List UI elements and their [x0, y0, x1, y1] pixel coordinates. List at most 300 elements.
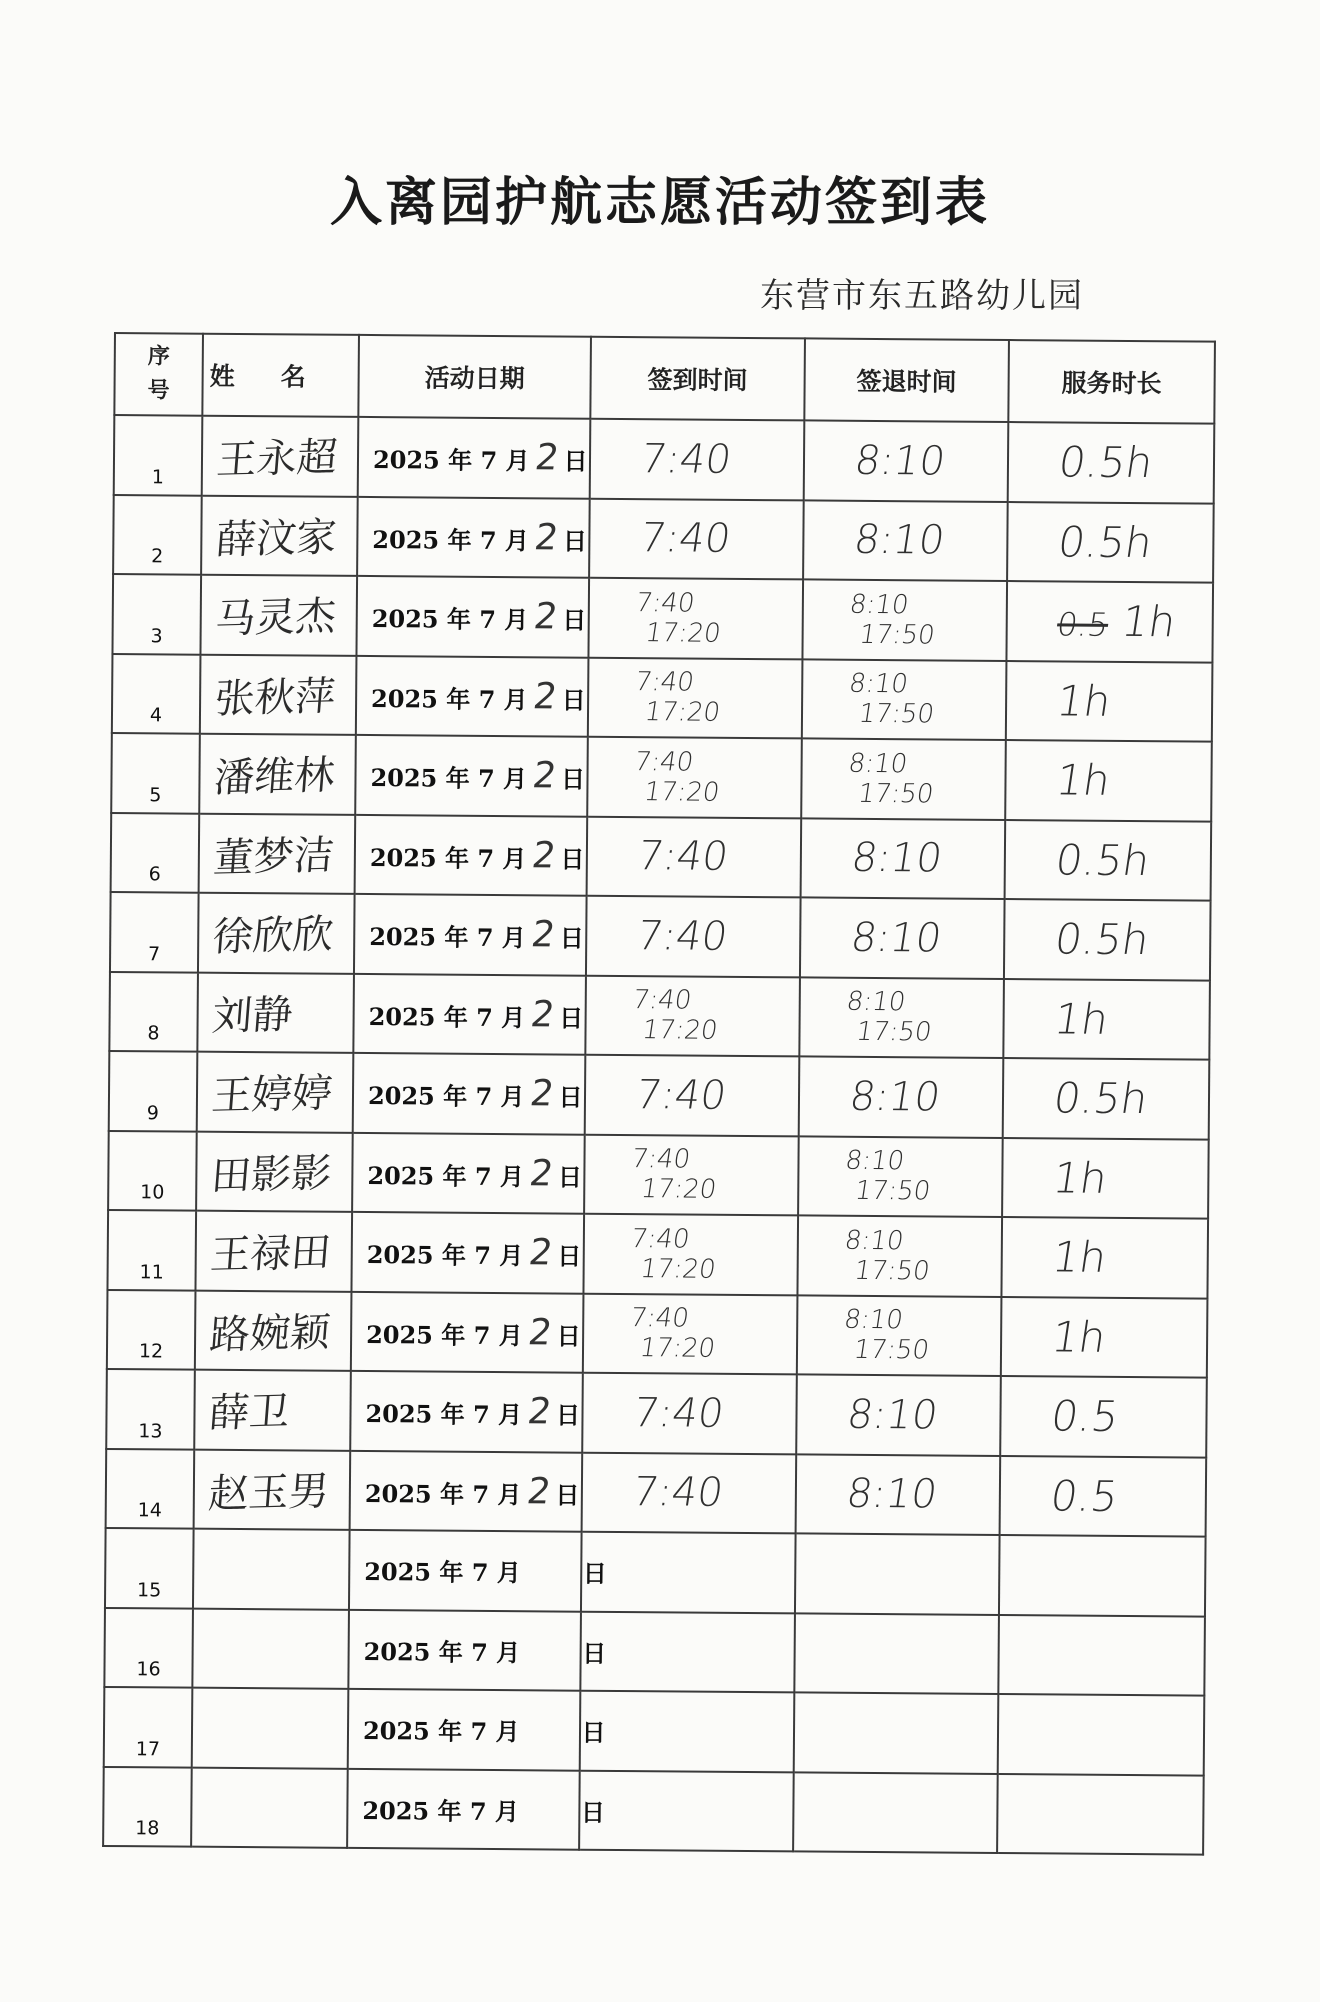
- duration-cell: [1004, 899, 1211, 980]
- signout-time-morning: 8:10: [842, 1305, 905, 1336]
- document-title: 入离园护航志愿活动签到表: [329, 172, 990, 233]
- handwritten-name: 王永超: [214, 434, 339, 484]
- service-duration: [998, 1391, 1209, 1442]
- date-suffix: 日: [555, 1400, 581, 1430]
- service-duration: [1002, 835, 1213, 886]
- date-cell: [354, 894, 587, 975]
- duration-value: 1h: [1049, 1232, 1110, 1283]
- duration-cell: [998, 1614, 1205, 1695]
- name-cell: [192, 1688, 349, 1769]
- handwritten-name: 赵玉男: [206, 1468, 331, 1518]
- signout-cell: [796, 1454, 1001, 1535]
- date-cell: [349, 1530, 607, 1611]
- header-signout: 签退时间: [804, 338, 1009, 422]
- duration-value: 1h: [1118, 597, 1179, 647]
- table-header-row: [114, 333, 1215, 424]
- duration-value: 1h: [1052, 755, 1114, 806]
- signin-time-morning: 7:40: [637, 435, 735, 483]
- signin-time-morning: 7:40: [636, 515, 734, 563]
- handwritten-name: 王禄田: [208, 1229, 333, 1279]
- service-duration: [1004, 596, 1215, 647]
- service-duration: [999, 1734, 1203, 1736]
- service-duration: [1000, 1153, 1211, 1204]
- signout-time: [794, 1225, 1005, 1287]
- signin-cell: [579, 1770, 794, 1851]
- signin-cell: [588, 657, 803, 738]
- signin-time: [582, 985, 803, 1047]
- name-cell: [193, 1529, 350, 1610]
- signout-time: [796, 1653, 998, 1655]
- date-prefix: 2025 年 7 月: [370, 763, 528, 794]
- table-row: [107, 1289, 1208, 1377]
- signout-time-morning: [846, 1653, 998, 1654]
- signout-time: [801, 517, 1010, 565]
- date-day: 2: [527, 994, 557, 1036]
- signout-time-morning: 8:10: [847, 914, 945, 962]
- date-cell: [355, 735, 588, 816]
- row-number: 13: [138, 1419, 163, 1442]
- date-prefix: 2025 年 7 月: [365, 1399, 523, 1430]
- duration-cell: [1007, 502, 1214, 583]
- header-name: [202, 334, 359, 417]
- signin-time-afternoon: 17:20: [642, 776, 722, 808]
- signin-cell: [582, 1373, 797, 1454]
- duration-value: 0.5h: [1055, 437, 1157, 488]
- signin-time-morning: [630, 1810, 792, 1811]
- signout-cell: [800, 897, 1005, 978]
- date-prefix: 2025 年 7 月: [371, 604, 529, 635]
- signin-time: [581, 1730, 793, 1732]
- signout-time-morning: 8:10: [847, 589, 911, 620]
- table-row: [106, 1369, 1207, 1457]
- table-row: [111, 812, 1212, 900]
- duration-value: 0.5: [1047, 1391, 1122, 1442]
- row-number-cell: [108, 1130, 197, 1210]
- date-prefix: 2025 年 7 月: [362, 1716, 520, 1747]
- signin-time-morning: 7:40: [634, 833, 732, 881]
- signout-time: [798, 748, 1009, 810]
- organization-name: 东营市东五路幼儿园: [760, 276, 1084, 316]
- row-number-cell: [109, 971, 198, 1051]
- service-duration: [1003, 676, 1214, 727]
- duration-cell: [1001, 1217, 1208, 1298]
- row-number: 4: [149, 704, 163, 727]
- duration-value: 0.5h: [1052, 835, 1153, 885]
- signin-table: [102, 332, 1216, 1856]
- signout-time-afternoon: 17:50: [856, 778, 936, 810]
- date-cell: [348, 1689, 606, 1770]
- duration-cell: [1002, 1138, 1209, 1219]
- signin-time-morning: 7:40: [629, 1144, 693, 1175]
- handwritten-name: 路婉颖: [207, 1309, 332, 1359]
- name-cell: [192, 1608, 349, 1689]
- name-cell: [198, 893, 355, 974]
- signout-time: [799, 589, 1010, 651]
- date-suffix: 日: [561, 685, 586, 715]
- service-duration: [1001, 994, 1212, 1045]
- table-row: [104, 1687, 1205, 1775]
- date-prefix: 2025 年 7 月: [367, 1081, 525, 1112]
- duration-cell: [1006, 661, 1213, 742]
- date-prefix: 2025 年 7 月: [364, 1557, 521, 1588]
- signin-time-afternoon: 17:20: [638, 1174, 719, 1205]
- date-suffix: 日: [556, 1321, 581, 1351]
- handwritten-name: 刘静: [210, 991, 295, 1040]
- handwritten-name: 张秋萍: [212, 673, 337, 723]
- row-number: 11: [139, 1260, 164, 1283]
- handwritten-name: 董梦洁: [211, 832, 336, 882]
- row-number: 16: [136, 1658, 161, 1681]
- signout-time-morning: 8:10: [847, 669, 910, 700]
- row-number: 2: [151, 545, 164, 568]
- date-cell: [347, 1768, 606, 1849]
- handwritten-name: 田影影: [209, 1150, 334, 1200]
- signin-time-morning: 7:40: [630, 1389, 727, 1437]
- row-number-cell: [113, 495, 202, 575]
- service-duration: [1000, 1654, 1204, 1656]
- signout-cell: [802, 659, 1007, 740]
- signout-cell: [798, 1136, 1003, 1217]
- row-number-cell: [107, 1289, 196, 1369]
- date-cell: [357, 496, 590, 577]
- date-suffix: 日: [559, 1003, 584, 1033]
- date-prefix: 2025 年 7 月: [362, 1795, 520, 1826]
- date-prefix: 2025 年 7 月: [367, 1160, 525, 1191]
- row-number-cell: [103, 1766, 192, 1846]
- date-cell: [358, 417, 591, 498]
- signout-time: [795, 1732, 997, 1734]
- table-row: [107, 1210, 1208, 1298]
- signout-time: [796, 1573, 998, 1575]
- signout-time: [795, 1146, 1006, 1208]
- signout-time-morning: 8:10: [843, 1471, 941, 1518]
- signin-time: [584, 833, 803, 881]
- duration-value: 1h: [1048, 1312, 1110, 1362]
- name-cell: [200, 654, 357, 735]
- table-row: [110, 892, 1211, 980]
- signin-cell: [588, 578, 803, 659]
- date-cell: [351, 1212, 584, 1293]
- name-cell: [191, 1767, 348, 1848]
- signin-time: [581, 1144, 802, 1206]
- date-prefix: 2025 年 7 月: [366, 1319, 523, 1350]
- signout-cell: [802, 579, 1007, 660]
- table-row: [112, 574, 1213, 662]
- row-number-cell: [109, 1051, 198, 1131]
- signin-time-morning: 7:40: [633, 587, 697, 619]
- duration-cell: [1006, 581, 1213, 662]
- date-suffix: 日: [557, 1241, 582, 1271]
- signout-time-morning: 8:10: [851, 437, 949, 485]
- signin-cell: [584, 1134, 799, 1215]
- row-number-cell: [111, 733, 200, 813]
- row-number-cell: [107, 1210, 196, 1290]
- signin-time-afternoon: 17:20: [642, 697, 723, 729]
- duration-cell: [1000, 1376, 1207, 1457]
- duration-cell: [1001, 1296, 1208, 1377]
- date-day: 2: [524, 1391, 554, 1433]
- signin-time: [580, 1224, 801, 1286]
- signout-cell: [796, 1374, 1001, 1455]
- duration-value: 1h: [1051, 994, 1112, 1044]
- duration-value: 0.5h: [1050, 1073, 1152, 1124]
- signin-cell: [585, 975, 800, 1056]
- table-row: [114, 415, 1215, 503]
- table-body: [103, 415, 1214, 1855]
- signout-time: [798, 914, 1007, 962]
- handwritten-name: 薛卫: [207, 1389, 292, 1438]
- date-prefix: 2025 年 7 月: [366, 1240, 524, 1271]
- duration-cell: [1008, 422, 1215, 503]
- date-suffix: 日: [555, 1480, 580, 1510]
- date-suffix: 日: [581, 1717, 606, 1748]
- signout-time-morning: 8:10: [846, 1073, 944, 1121]
- handwritten-name: 薛汶家: [214, 514, 339, 564]
- date-suffix: 日: [560, 764, 586, 794]
- date-prefix: 2025 年 7 月: [364, 1478, 522, 1509]
- duration-cell: [1005, 820, 1212, 901]
- row-number: 10: [140, 1181, 165, 1204]
- header-duration: 服务时长: [1008, 340, 1215, 424]
- service-duration: [999, 1312, 1210, 1363]
- name-cell: [197, 1052, 354, 1133]
- signout-time-afternoon: 17:50: [851, 1335, 932, 1366]
- signin-cell: [580, 1691, 795, 1772]
- date-prefix: 2025 年 7 月: [372, 524, 530, 556]
- signin-time-morning: 7:40: [632, 746, 696, 778]
- date-cell: [348, 1609, 607, 1690]
- row-number: 5: [149, 783, 162, 806]
- date-day: 2: [530, 676, 560, 718]
- row-number: 17: [135, 1737, 161, 1760]
- signin-time-morning: 7:40: [633, 667, 696, 698]
- date-prefix: 2025 年 7 月: [372, 445, 530, 476]
- date-cell: [353, 973, 586, 1054]
- signout-time-morning: 8:10: [844, 987, 908, 1018]
- row-number-cell: [104, 1607, 193, 1687]
- signin-cell: [587, 737, 802, 818]
- header-name-label: 姓名: [209, 361, 352, 392]
- signout-cell: [799, 977, 1004, 1058]
- row-number-cell: [112, 574, 201, 654]
- signout-cell: [804, 420, 1009, 501]
- signin-time-afternoon: 17:20: [637, 1333, 718, 1364]
- signin-time-morning: 7:40: [628, 1223, 692, 1255]
- date-suffix: 日: [562, 605, 587, 635]
- table-row: [111, 733, 1212, 821]
- header-signin: 签到时间: [590, 337, 805, 421]
- signout-time: [794, 1305, 1005, 1367]
- signout-time: [794, 1812, 996, 1814]
- row-number-cell: [111, 812, 200, 892]
- duration-cell: [1003, 979, 1210, 1060]
- date-day: 2: [530, 596, 560, 638]
- service-duration: [997, 1471, 1208, 1522]
- signin-cell: [585, 1055, 800, 1136]
- signout-time: [796, 987, 1007, 1049]
- date-suffix: 日: [582, 1638, 607, 1668]
- handwritten-name: 潘维林: [212, 752, 337, 802]
- table-row: [112, 653, 1213, 741]
- signin-time: [584, 913, 803, 961]
- handwritten-name: 王婷婷: [209, 1070, 334, 1120]
- signin-time: [582, 1651, 794, 1653]
- signin-time: [580, 1810, 792, 1812]
- signin-time-morning: 7:40: [629, 1469, 727, 1517]
- service-duration: [998, 1813, 1202, 1815]
- signout-time-morning: 8:10: [850, 517, 948, 564]
- header-num: [114, 333, 203, 416]
- signin-time-afternoon: 17:20: [638, 1253, 718, 1285]
- signout-time-morning: 8:10: [848, 835, 946, 882]
- signout-time: [793, 1471, 1002, 1519]
- row-number-cell: [106, 1448, 195, 1528]
- date-prefix: 2025 年 7 月: [369, 842, 527, 874]
- name-cell: [195, 1211, 352, 1292]
- signin-time: [587, 515, 806, 563]
- date-suffix: 日: [582, 1558, 607, 1589]
- row-number: 1: [151, 465, 164, 488]
- signin-cell: [580, 1611, 795, 1692]
- row-number: 9: [146, 1101, 160, 1124]
- handwritten-name: 马灵杰: [213, 593, 338, 643]
- name-cell: [199, 734, 356, 815]
- service-duration: [1000, 1575, 1204, 1577]
- date-day: 2: [528, 835, 558, 877]
- date-prefix: 2025 年 7 月: [368, 1001, 526, 1033]
- service-duration: [999, 1232, 1210, 1283]
- row-number: 14: [137, 1499, 162, 1522]
- name-cell: [196, 1131, 353, 1212]
- date-cell: [356, 655, 589, 736]
- date-cell: [356, 576, 589, 657]
- date-cell: [350, 1371, 583, 1452]
- duration-value: 0.5: [1047, 1471, 1122, 1521]
- header-num-line1: 序: [147, 344, 170, 370]
- name-cell: [194, 1370, 351, 1451]
- signout-time-morning: 8:10: [842, 1225, 906, 1256]
- duration-cell: [997, 1773, 1204, 1854]
- name-cell: [197, 972, 354, 1053]
- date-suffix: 日: [563, 446, 588, 476]
- signout-cell: [797, 1295, 1002, 1376]
- signout-cell: [795, 1533, 1000, 1614]
- signout-cell: [803, 500, 1008, 581]
- signout-cell: [794, 1692, 999, 1773]
- signin-cell: [581, 1532, 796, 1613]
- signin-time: [583, 1072, 802, 1120]
- date-day: 2: [525, 1312, 555, 1354]
- signout-cell: [801, 738, 1006, 819]
- header-num-line2: 号: [147, 378, 170, 404]
- signout-time-morning: 8:10: [844, 1391, 941, 1439]
- signin-time: [584, 747, 805, 809]
- date-suffix: 日: [562, 526, 588, 556]
- service-duration: [1005, 437, 1216, 488]
- date-prefix: 2025 年 7 月: [371, 683, 528, 715]
- date-cell: [352, 1132, 585, 1213]
- date-day: 2: [529, 755, 559, 797]
- signout-time-morning: 8:10: [846, 748, 910, 779]
- signin-time: [585, 588, 806, 650]
- table-row: [109, 971, 1210, 1059]
- date-prefix: 2025 年 7 月: [363, 1636, 521, 1667]
- table-row: [104, 1607, 1205, 1695]
- row-number: 12: [138, 1340, 164, 1363]
- signout-time-afternoon: 17:50: [852, 1176, 933, 1207]
- date-cell: [355, 814, 588, 895]
- signout-time-afternoon: 17:50: [854, 1017, 934, 1048]
- service-duration: [1002, 914, 1213, 965]
- header-date: 活动日期: [358, 335, 591, 419]
- name-cell: [201, 495, 358, 576]
- date-day: 2: [531, 517, 561, 559]
- date-suffix: 日: [558, 1082, 583, 1112]
- table-row: [108, 1130, 1209, 1218]
- duration-cell: [999, 1535, 1206, 1616]
- duration-cell: [998, 1694, 1205, 1775]
- table-row: [103, 1766, 1204, 1854]
- signin-cell: [587, 816, 802, 897]
- table-row: [109, 1051, 1210, 1139]
- duration-value: 0.5h: [1051, 914, 1153, 965]
- date-day: 2: [523, 1471, 553, 1513]
- signin-time-morning: 7:40: [633, 912, 731, 960]
- signout-time-afternoon: 17:50: [857, 619, 937, 651]
- row-number-cell: [112, 653, 201, 733]
- signin-time-morning: [632, 1572, 794, 1573]
- service-duration: [1003, 755, 1214, 806]
- signin-time-morning: 7:40: [628, 1303, 691, 1334]
- signin-cell: [586, 896, 801, 977]
- duration-cell: [1003, 1058, 1210, 1139]
- date-day: 2: [532, 437, 562, 479]
- date-suffix: 日: [557, 1162, 583, 1192]
- name-cell: [194, 1449, 351, 1530]
- signin-time: [580, 1389, 799, 1437]
- date-day: 2: [528, 914, 558, 956]
- duration-cell: [1005, 740, 1212, 821]
- signin-time-morning: 7:40: [630, 985, 694, 1016]
- signin-time-morning: [631, 1731, 793, 1732]
- date-prefix: 2025 年 7 月: [369, 922, 526, 953]
- service-duration: [1005, 517, 1216, 568]
- row-number: 6: [148, 863, 161, 886]
- signout-time-morning: 8:10: [843, 1146, 907, 1177]
- signout-cell: [799, 1056, 1004, 1137]
- signout-cell: [793, 1772, 998, 1853]
- row-number-cell: [110, 892, 199, 972]
- duration-value: 0.5h: [1054, 517, 1156, 567]
- date-suffix: 日: [559, 923, 584, 953]
- date-day: 2: [526, 1153, 556, 1195]
- signin-cell: [583, 1293, 798, 1374]
- row-number-cell: [106, 1369, 195, 1449]
- table-row: [106, 1448, 1207, 1536]
- row-number-cell: [105, 1528, 194, 1608]
- date-cell: [353, 1053, 586, 1134]
- name-cell: [200, 575, 357, 656]
- duration-cell: [1000, 1455, 1207, 1536]
- signout-cell: [797, 1215, 1002, 1296]
- name-cell: [199, 813, 356, 894]
- signout-cell: [794, 1613, 999, 1694]
- signout-time-morning: [846, 1574, 998, 1575]
- signin-time-morning: 7:40: [632, 1071, 730, 1119]
- signin-time: [580, 1303, 801, 1365]
- name-cell: [195, 1290, 352, 1371]
- signin-time: [585, 667, 806, 729]
